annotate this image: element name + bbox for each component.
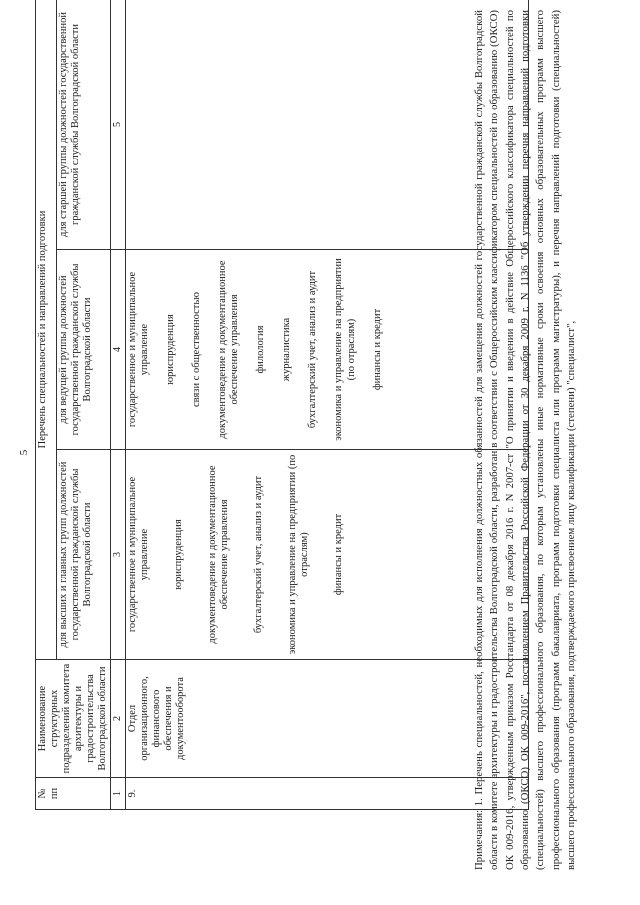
page-number: 5 bbox=[18, 449, 30, 456]
header-row-1 bbox=[36, 0, 57, 810]
column-number-row bbox=[111, 0, 126, 810]
row-leading-specialties bbox=[125, 250, 528, 450]
column-number: 4 bbox=[111, 250, 126, 450]
specialty-item: бухгалтерский учет, анализ и аудит bbox=[253, 475, 265, 634]
column-number: 5 bbox=[111, 0, 126, 250]
notes-paragraph: Примечания: 1. Перечень специальностей, необходимых для исполнения должностных обязанностей для замещения должностей государственной гражданской службы Волгоградской области в комитете архитектуры и градостроительства Волгоградской области, разработан в соответствии с Общероссийским классификатором специальностей по образованию (ОКСО) ОК 009-2016, утвержденным приказом Росстандарта от 08 декабря 2016 г. N 2007-ст "О принятии и введении в действие Общероссийского классификатора специальностей по образованию (ОКСО) ОК 009-2016", постановлением Правительства Российской Федерации от 30 декабря 2009 г. N 1136 "Об утверждении перечня направлений подготовки (специальностей) высшего профессионального образования, по которым установлены иные нормативные сроки освоения основных образовательных программ высшего профессионального образования (программ бакалавриата, программ подготовки специалиста или программ магистратуры), и перечня направлений подготовки (специальностей) высшего профессионального образования, подтверждаемого присвоением лицу квалификации (степени) "специалист", bbox=[473, 10, 577, 870]
specialty-item: филология bbox=[255, 325, 267, 374]
table-row bbox=[125, 0, 528, 810]
row-highest-specialties bbox=[125, 450, 528, 660]
specialty-item: юриспруденция bbox=[165, 314, 176, 385]
column-number: 3 bbox=[111, 450, 126, 660]
specialty-item: государственное и муниципальное управление bbox=[126, 476, 150, 633]
header-number: № пп bbox=[36, 778, 111, 810]
specialty-item: связи с общественностью bbox=[191, 291, 203, 408]
header-highest: для высших и главных групп должностей государственной гражданской службы Волгоградской области bbox=[56, 450, 110, 660]
row-department-name: Отдел организационного, финансового обеспечения и документооборота bbox=[125, 660, 528, 778]
specialty-item: государственное и муниципальное управление bbox=[126, 271, 150, 428]
specialty-item: юриспруденция bbox=[173, 519, 184, 590]
row-senior-specialties bbox=[125, 0, 528, 250]
specialty-item: журналистика bbox=[281, 317, 293, 382]
specialty-item: бухгалтерский учет, анализ и аудит bbox=[307, 270, 319, 429]
header-leading: для ведущей группы должностей государственной гражданской службы Волгоградской области bbox=[56, 250, 110, 450]
header-group: Перечень специальностей и направлений подготовки bbox=[36, 0, 57, 660]
specialty-item: экономика и управление на предприятии (по отраслям) bbox=[333, 258, 357, 441]
specialty-item: документоведение и документационное обеспечение управления bbox=[207, 465, 231, 644]
specialty-item: экономика и управление на предприятии (по отраслям) bbox=[287, 454, 311, 655]
specialties-table bbox=[35, 0, 529, 810]
specialty-item: документоведение и документационное обеспечение управления bbox=[217, 260, 241, 439]
column-number: 1 bbox=[111, 778, 126, 810]
row-number: 9. bbox=[125, 778, 528, 810]
specialty-item: финансы и кредит bbox=[371, 308, 383, 391]
header-senior: для старшей группы должностей государственной гражданской службы Волгоградской области bbox=[56, 0, 110, 250]
specialty-item: финансы и кредит bbox=[333, 513, 345, 596]
header-name: Наименование структурных подразделений комитета архитектуры и градостроительства Волгоградской области bbox=[36, 660, 111, 778]
column-number: 2 bbox=[111, 660, 126, 778]
